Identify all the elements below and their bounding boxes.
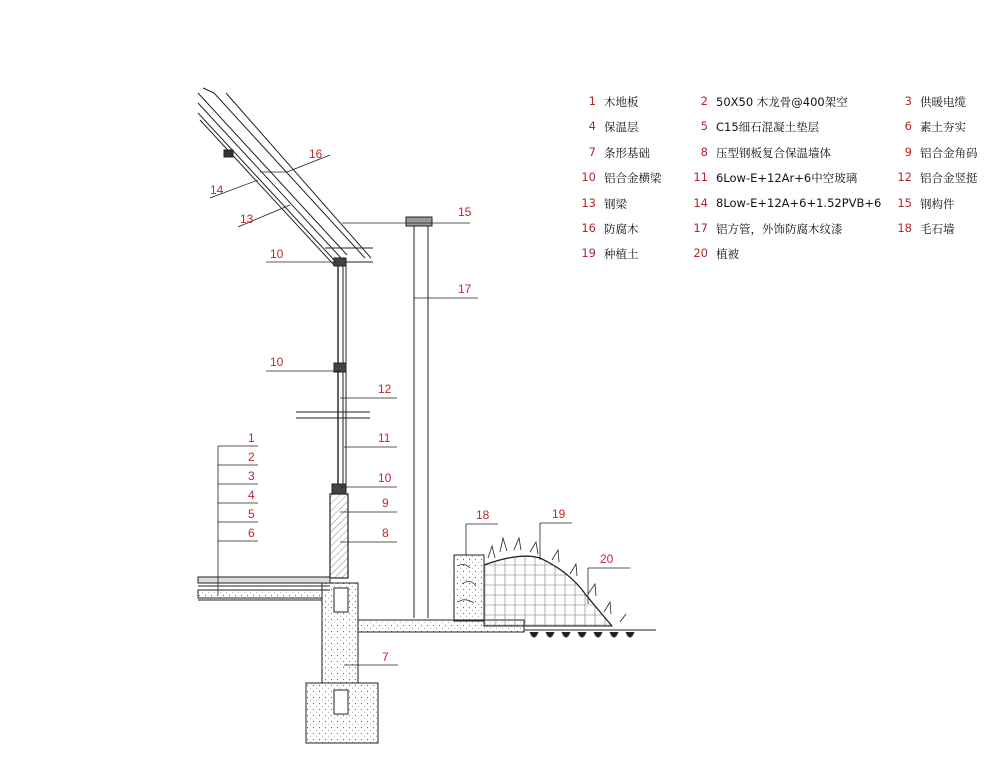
legend-label: 供暖电缆 bbox=[920, 95, 966, 109]
callout-floor-6: 6 bbox=[248, 526, 255, 540]
callout-11: 11 bbox=[378, 431, 391, 445]
legend-label: 钢构件 bbox=[920, 196, 955, 211]
callout-14: 14 bbox=[210, 183, 224, 197]
legend-number: 12 bbox=[897, 170, 912, 185]
callout-9: 9 bbox=[382, 496, 389, 510]
callout-15: 15 bbox=[458, 205, 472, 219]
legend-label: 植被 bbox=[716, 247, 739, 262]
legend-number: 3 bbox=[904, 94, 912, 108]
legend-number: 1 bbox=[588, 94, 596, 108]
legend-label: 铝方管，外饰防腐木纹漆 bbox=[716, 222, 843, 236]
legend-label: 木地板 bbox=[604, 95, 639, 109]
roof-assembly bbox=[198, 88, 373, 265]
legend-number: 16 bbox=[581, 221, 596, 235]
legend-label: 条形基础 bbox=[604, 145, 650, 160]
planting-mound bbox=[484, 538, 656, 637]
callout-7: 7 bbox=[382, 650, 389, 664]
callout-16: 16 bbox=[309, 147, 323, 161]
legend-number: 9 bbox=[904, 144, 912, 159]
insulated-wall bbox=[330, 494, 348, 578]
callout-10-top: 10 bbox=[270, 247, 284, 261]
legend-number: 13 bbox=[581, 195, 596, 210]
callout-floor-4: 4 bbox=[248, 488, 255, 502]
callout-17: 17 bbox=[458, 282, 472, 296]
callout-13: 13 bbox=[240, 212, 254, 226]
legend-label: 压型钢板复合保温墙体 bbox=[716, 145, 831, 160]
legend-label: 素土夯实 bbox=[920, 120, 966, 135]
legend-label: 防腐木 bbox=[604, 222, 639, 236]
legend-number: 4 bbox=[588, 119, 596, 134]
legend-label: 6Low-E+12Ar+6中空玻璃 bbox=[716, 171, 858, 186]
steel-post bbox=[406, 217, 432, 618]
callout-10-mid: 10 bbox=[270, 355, 284, 369]
legend-label: 铝合金角码 bbox=[920, 145, 978, 160]
legend-number: 2 bbox=[700, 94, 708, 108]
strip-foundation bbox=[306, 583, 378, 743]
legend-label: 8Low-E+12A+6+1.52PVB+6 bbox=[716, 195, 882, 210]
callout-10-low: 10 bbox=[378, 471, 392, 485]
callout-floor-3: 3 bbox=[248, 469, 255, 483]
legend-number: 14 bbox=[693, 195, 708, 210]
callout-8: 8 bbox=[382, 526, 389, 540]
legend-number: 19 bbox=[581, 246, 596, 261]
legend-number: 8 bbox=[700, 144, 708, 159]
glass-curtain-wall bbox=[296, 258, 370, 494]
callout-floor-2: 2 bbox=[248, 450, 255, 464]
rubble-stone-wall bbox=[454, 555, 484, 621]
legend-label: C15细石混凝土垫层 bbox=[716, 120, 820, 135]
callout-floor-5: 5 bbox=[248, 507, 255, 521]
legend-number: 17 bbox=[693, 221, 708, 235]
legend-label: 铝合金横梁 bbox=[604, 171, 662, 186]
legend-number: 20 bbox=[693, 246, 708, 261]
callout-floor-1: 1 bbox=[248, 431, 255, 445]
callout-19: 19 bbox=[552, 507, 566, 521]
legend-number: 11 bbox=[693, 170, 708, 185]
legend-number: 5 bbox=[700, 119, 708, 134]
legend-number: 6 bbox=[904, 119, 912, 134]
legend-label: 种植土 bbox=[604, 247, 639, 262]
legend-label: 50X50 木龙骨@400架空 bbox=[716, 95, 848, 109]
legend-label: 毛石墙 bbox=[920, 222, 955, 236]
callout-20: 20 bbox=[600, 552, 614, 566]
legend-number: 15 bbox=[897, 195, 912, 210]
legend-number: 18 bbox=[897, 221, 912, 235]
legend-label: 保温层 bbox=[604, 120, 639, 135]
callout-18: 18 bbox=[476, 508, 490, 522]
legend-number: 7 bbox=[588, 144, 596, 159]
legend-label: 钢梁 bbox=[604, 196, 627, 211]
legend-label: 铝合金竖挺 bbox=[920, 171, 978, 186]
callout-12: 12 bbox=[378, 382, 392, 396]
legend-number: 10 bbox=[581, 170, 596, 185]
